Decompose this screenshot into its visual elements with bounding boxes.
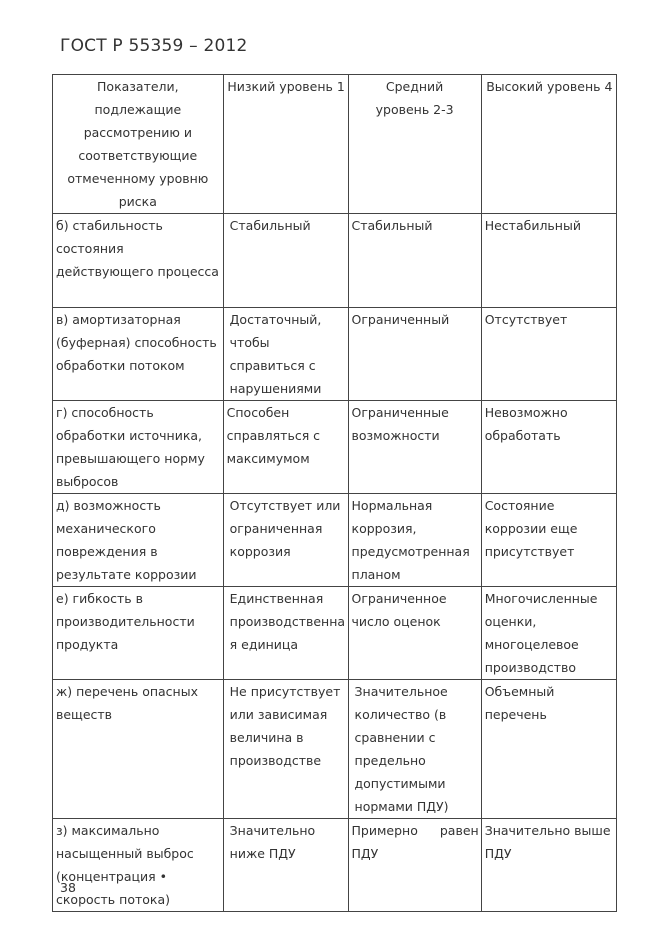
low-level-cell: Значительно ниже ПДУ — [223, 819, 348, 912]
medium-level-cell: Ограниченный — [348, 308, 481, 401]
high-level-cell: Нестабильный — [481, 214, 616, 308]
low-level-cell: Единственная производственная единица — [223, 587, 348, 680]
medium-level-cell: Нормальная коррозия, предусмотренная планом — [348, 494, 481, 587]
low-level-cell: Достаточный, чтобы справиться с нарушениями — [223, 308, 348, 401]
table-row — [53, 819, 617, 912]
low-level-cell: Отсутствует или ограниченная коррозия — [223, 494, 348, 587]
low-level-cell: Стабильный — [223, 214, 348, 308]
indicator-cell: е) гибкость в производительности продукта — [53, 587, 224, 680]
high-level-cell: Отсутствует — [481, 308, 616, 401]
column-header-medium-level: Средний уровень 2-3 — [348, 75, 481, 214]
indicator-cell: г) способность обработки источника, превышающего норму выбросов — [53, 401, 224, 494]
low-level-cell: Не присутствует или зависимая величина в производстве — [223, 680, 348, 819]
medium-level-cell: Значительное количество (в сравнении с предельно допустимыми нормами ПДУ) — [348, 680, 481, 819]
indicator-cell: ж) перечень опасных веществ — [53, 680, 224, 819]
high-level-cell: Значительно выше ПДУ — [481, 819, 616, 912]
high-level-cell: Невозможно обработать — [481, 401, 616, 494]
high-level-cell: Объемный перечень — [481, 680, 616, 819]
medium-level-cell: Стабильный — [348, 214, 481, 308]
table-header-row — [53, 75, 617, 214]
column-header-indicators: Показатели, подлежащие рассмотрению и соответствующие отмеченному уровню риска — [53, 75, 224, 214]
medium-level-line: Примерно равен — [351, 823, 479, 838]
table-row — [53, 680, 617, 819]
table-row — [53, 214, 617, 308]
column-header-high-level: Высокий уровень 4 — [481, 75, 616, 214]
indicator-cell: д) возможность механического повреждения в результате коррозии — [53, 494, 224, 587]
table-row — [53, 308, 617, 401]
low-level-cell: Способен справляться с максимумом — [223, 401, 348, 494]
medium-level-cell: Ограниченные возможности — [348, 401, 481, 494]
document-code-header: ГОСТ Р 55359 – 2012 — [60, 36, 248, 56]
table-row — [53, 494, 617, 587]
column-header-low-level: Низкий уровень 1 — [223, 75, 348, 214]
medium-level-cell — [348, 819, 481, 912]
table-row — [53, 401, 617, 494]
high-level-cell: Многочисленные оценки, многоцелевое производство — [481, 587, 616, 680]
medium-level-line: ПДУ — [351, 846, 379, 861]
indicator-cell: б) стабильность состояния действующего процесса — [53, 214, 224, 308]
table-row — [53, 587, 617, 680]
high-level-cell: Состояние коррозии еще присутствует — [481, 494, 616, 587]
indicator-cell: в) амортизаторная (буферная) способность обработки потоком — [53, 308, 224, 401]
risk-level-table — [52, 74, 617, 912]
page-number: 38 — [60, 880, 76, 895]
medium-level-cell: Ограниченное число оценок — [348, 587, 481, 680]
indicator-cell: з) максимально насыщенный выброс (концентрация • скорость потока) — [53, 819, 224, 912]
